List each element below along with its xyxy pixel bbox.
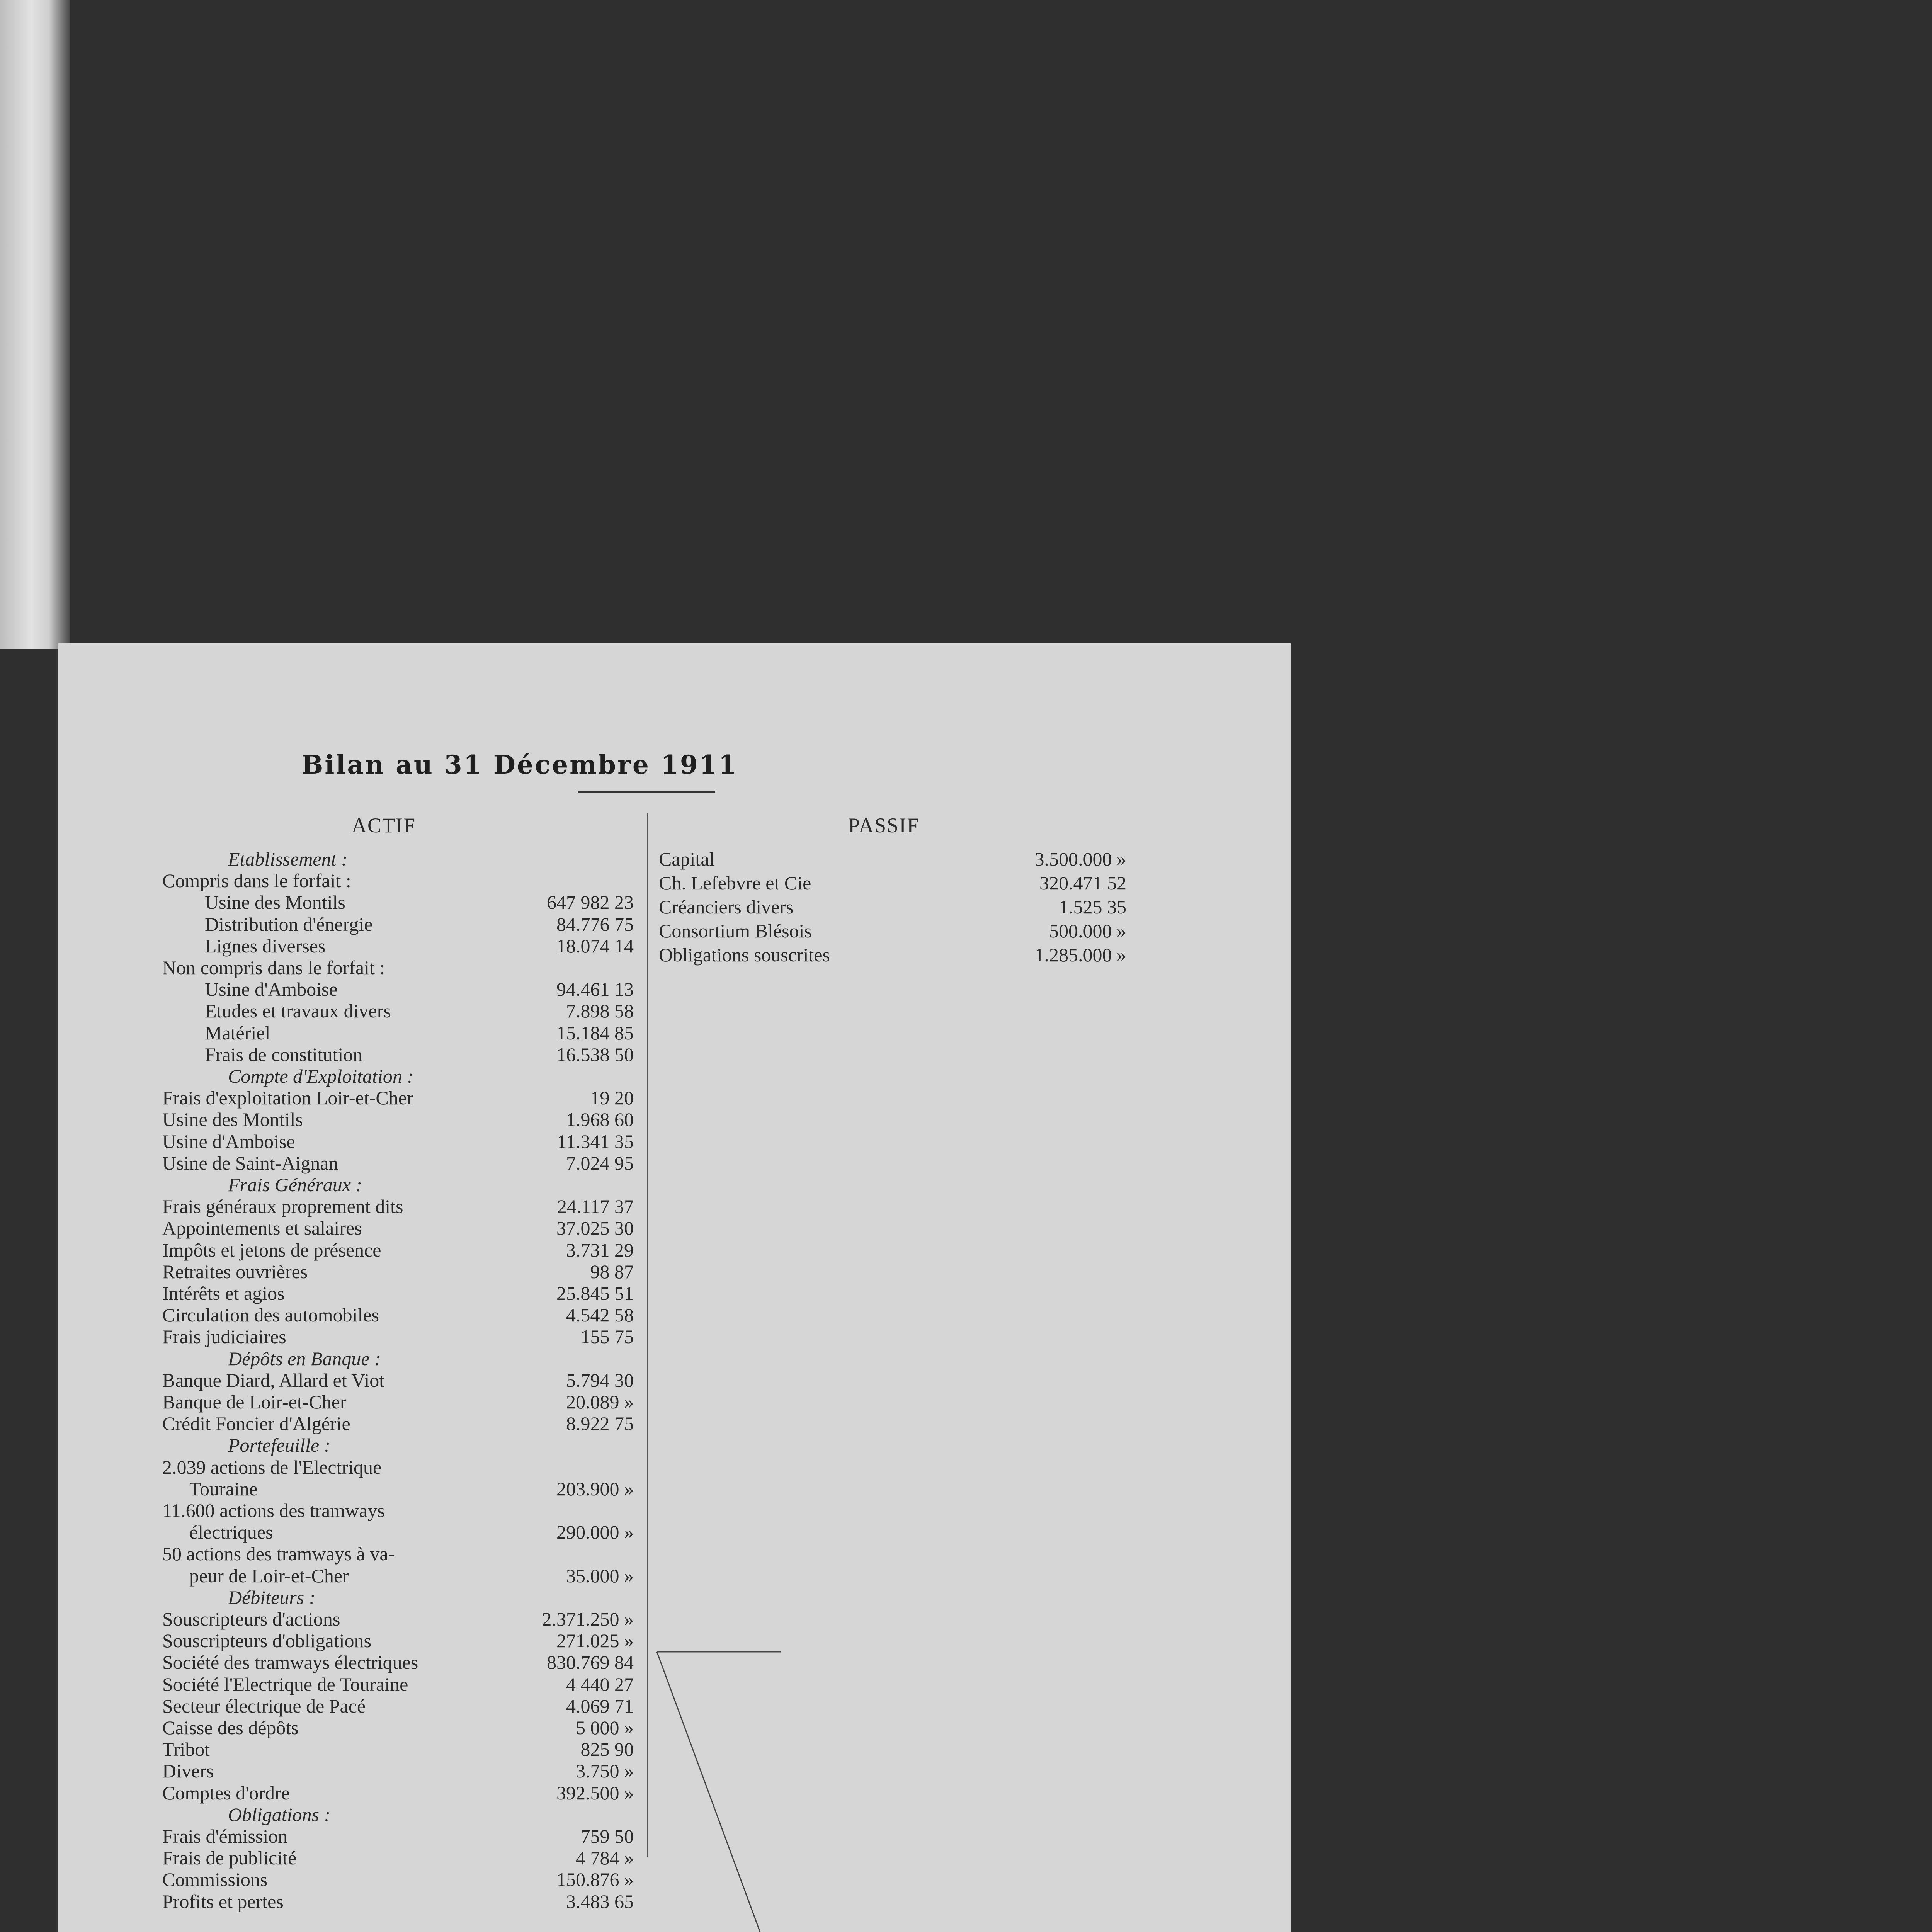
actif-amount: 271.025 » (556, 1630, 634, 1652)
passif-amount: 3.500.000 » (1034, 848, 1126, 870)
actif-row (58, 1760, 647, 1782)
actif-label: 11.600 actions des tramways (162, 1500, 385, 1521)
passif-row (659, 896, 1200, 918)
passif-amount: 1.285.000 » (1034, 944, 1126, 966)
actif-label: Etudes et travaux divers (205, 1000, 391, 1022)
actif-label: Banque Diard, Allard et Viot (162, 1369, 385, 1391)
actif-amount: 150.876 » (556, 1869, 634, 1891)
passif-row (659, 848, 1200, 870)
document-title: Bilan au 31 Décembre 1911 (301, 750, 738, 780)
actif-label: peur de Loir-et-Cher (189, 1565, 349, 1587)
actif-label: Retraites ouvrières (162, 1260, 308, 1282)
actif-amount: 94.461 13 (556, 978, 634, 1000)
actif-label: Usine d'Amboise (162, 1130, 295, 1152)
actif-amount: 11.341 35 (557, 1130, 634, 1152)
actif-amount: 98 87 (590, 1260, 634, 1282)
actif-amount: 4.069 71 (566, 1695, 634, 1717)
actif-label: 50 actions des tramways à va- (162, 1543, 395, 1565)
actif-label: Usine d'Amboise (205, 978, 338, 1000)
actif-label: Comptes d'ordre (162, 1782, 290, 1804)
actif-label: Compte d'Exploitation : (228, 1065, 414, 1087)
actif-label: Société l'Electrique de Touraine (162, 1673, 408, 1695)
actif-label: Divers (162, 1760, 214, 1782)
actif-row (58, 1282, 647, 1304)
actif-label: Matériel (205, 1022, 270, 1044)
passif-label: Créanciers divers (659, 896, 794, 918)
actif-label: Frais d'exploitation Loir-et-Cher (162, 1087, 413, 1109)
actif-amount: 25.845 51 (556, 1282, 634, 1304)
actif-label: Usine des Montils (162, 1109, 303, 1131)
actif-row (58, 1369, 647, 1391)
actif-amount: 4 440 27 (566, 1673, 634, 1695)
actif-row (58, 1500, 647, 1521)
actif-amount: 35.000 » (566, 1565, 634, 1587)
actif-amount: 15.184 85 (556, 1022, 634, 1044)
actif-row (58, 1022, 647, 1044)
actif-amount: 290.000 » (556, 1521, 634, 1543)
actif-amount: 647 982 23 (547, 891, 634, 913)
passif-row (659, 944, 1200, 966)
actif-row (58, 935, 647, 957)
actif-label: Impôts et jetons de présence (162, 1239, 381, 1261)
actif-amount: 4 784 » (576, 1847, 634, 1869)
actif-amount: 759 50 (580, 1825, 634, 1847)
actif-amount: 830.769 84 (547, 1651, 634, 1673)
actif-label: Commissions (162, 1869, 268, 1891)
actif-section-heading (58, 1065, 647, 1087)
actif-row (58, 1000, 647, 1022)
passif-label: Obligations souscrites (659, 944, 830, 966)
actif-row (58, 1326, 647, 1347)
actif-heading: ACTIF (352, 814, 416, 837)
actif-amount: 7.898 58 (566, 1000, 634, 1022)
actif-amount: 7.024 95 (566, 1152, 634, 1174)
passif-row (659, 920, 1200, 942)
actif-row (58, 1239, 647, 1261)
actif-label: Etablissement : (228, 848, 348, 870)
actif-row (58, 1738, 647, 1760)
actif-row (58, 1869, 647, 1890)
actif-row (58, 1608, 647, 1630)
actif-row (58, 1543, 647, 1565)
actif-amount: 155 75 (580, 1326, 634, 1348)
actif-label: Appointements et salaires (162, 1217, 362, 1239)
actif-row (58, 1521, 647, 1543)
actif-section-heading (58, 1434, 647, 1456)
actif-label: Secteur électrique de Pacé (162, 1695, 366, 1717)
actif-label: Lignes diverses (205, 935, 326, 957)
actif-amount: 37.025 30 (556, 1217, 634, 1239)
actif-row (58, 1565, 647, 1587)
actif-label: Crédit Foncier d'Algérie (162, 1413, 350, 1435)
actif-label: Débiteurs : (228, 1586, 316, 1608)
actif-row (58, 913, 647, 935)
actif-label: Compris dans le forfait : (162, 870, 351, 892)
actif-row (58, 1304, 647, 1326)
actif-row (58, 1152, 647, 1174)
actif-amount: 18.074 14 (556, 935, 634, 957)
actif-amount: 5.794 30 (566, 1369, 634, 1391)
actif-label: Tribot (162, 1738, 210, 1760)
actif-row (58, 1109, 647, 1130)
actif-label: Caisse des dépôts (162, 1717, 299, 1738)
actif-amount: 3.750 » (576, 1760, 634, 1782)
actif-label: Frais d'émission (162, 1825, 288, 1847)
actif-row (58, 1782, 647, 1804)
actif-section-heading (58, 1587, 647, 1608)
actif-section-heading (58, 1348, 647, 1369)
actif-amount: 392.500 » (556, 1782, 634, 1804)
passif-label: Capital (659, 848, 715, 870)
actif-section-heading (58, 1804, 647, 1825)
actif-label: Frais généraux proprement dits (162, 1196, 403, 1218)
actif-row (58, 891, 647, 913)
actif-amount: 24.117 37 (557, 1196, 634, 1218)
actif-row (58, 1087, 647, 1109)
passif-label: Consortium Blésois (659, 920, 812, 942)
passif-amount: 1.525 35 (1059, 896, 1126, 918)
actif-amount: 84.776 75 (556, 913, 634, 935)
actif-label: Usine des Montils (205, 891, 345, 913)
actif-amount: 3.483 65 (566, 1890, 634, 1912)
actif-row (58, 1651, 647, 1673)
actif-label: Frais de publicité (162, 1847, 297, 1869)
actif-row (58, 957, 647, 978)
actif-amount: 1.968 60 (566, 1109, 634, 1131)
actif-row (58, 1478, 647, 1500)
title-underline (578, 791, 715, 793)
actif-row (58, 1673, 647, 1695)
passif-label: Ch. Lefebvre et Cie (659, 872, 811, 894)
actif-row (58, 1695, 647, 1717)
adjacent-page-edge-top (0, 0, 70, 649)
actif-row (58, 1630, 647, 1651)
actif-row (58, 1825, 647, 1847)
actif-label: Profits et pertes (162, 1890, 284, 1912)
actif-label: Usine de Saint-Aignan (162, 1152, 338, 1174)
passif-filler-diagonal (649, 1640, 1074, 1932)
actif-row (58, 1413, 647, 1434)
actif-row (58, 1847, 647, 1869)
actif-amount: 4.542 58 (566, 1304, 634, 1326)
actif-label: Intérêts et agios (162, 1282, 285, 1304)
actif-label: 2.039 actions de l'Electrique (162, 1456, 382, 1478)
actif-amount: 3.731 29 (566, 1239, 634, 1261)
actif-label: Souscripteurs d'actions (162, 1608, 340, 1630)
passif-row (659, 872, 1200, 894)
actif-amount: 20.089 » (566, 1391, 634, 1413)
passif-amount: 320.471 52 (1039, 872, 1126, 894)
actif-row (58, 1391, 647, 1413)
actif-amount: 2.371.250 » (542, 1608, 634, 1630)
actif-label: Frais Généraux : (228, 1174, 362, 1196)
actif-label: Frais judiciaires (162, 1326, 286, 1348)
passif-amount: 500.000 » (1049, 920, 1126, 942)
actif-label: Frais de constitution (205, 1043, 363, 1065)
actif-label: Obligations : (228, 1803, 331, 1825)
actif-label: Société des tramways électriques (162, 1651, 418, 1673)
actif-row (58, 1217, 647, 1239)
actif-section-heading (58, 1174, 647, 1196)
actif-label: Distribution d'énergie (205, 913, 373, 935)
actif-section-heading (58, 848, 647, 870)
actif-amount: 825 90 (580, 1738, 634, 1760)
actif-row (58, 1044, 647, 1065)
actif-label: Circulation des automobiles (162, 1304, 379, 1326)
actif-row (58, 1717, 647, 1738)
actif-amount: 19 20 (590, 1087, 634, 1109)
actif-label: Dépôts en Banque : (228, 1347, 381, 1369)
document-page (58, 643, 1291, 1932)
actif-label: Portefeuille : (228, 1434, 331, 1456)
actif-row (58, 1891, 647, 1912)
actif-amount: 16.538 50 (556, 1043, 634, 1065)
actif-label: Banque de Loir-et-Cher (162, 1391, 347, 1413)
actif-label: Non compris dans le forfait : (162, 957, 385, 978)
actif-label: électriques (189, 1521, 273, 1543)
actif-amount: 8.922 75 (566, 1413, 634, 1435)
actif-row (58, 978, 647, 1000)
actif-row (58, 1261, 647, 1282)
actif-label: Souscripteurs d'obligations (162, 1630, 371, 1652)
actif-row (58, 1131, 647, 1152)
actif-amount: 203.900 » (556, 1478, 634, 1500)
column-divider (647, 813, 648, 1857)
actif-amount: 5 000 » (576, 1717, 634, 1738)
actif-label: Touraine (189, 1478, 258, 1500)
actif-row (58, 1196, 647, 1217)
passif-heading: PASSIF (848, 814, 920, 837)
actif-row (58, 1456, 647, 1478)
actif-row (58, 870, 647, 891)
